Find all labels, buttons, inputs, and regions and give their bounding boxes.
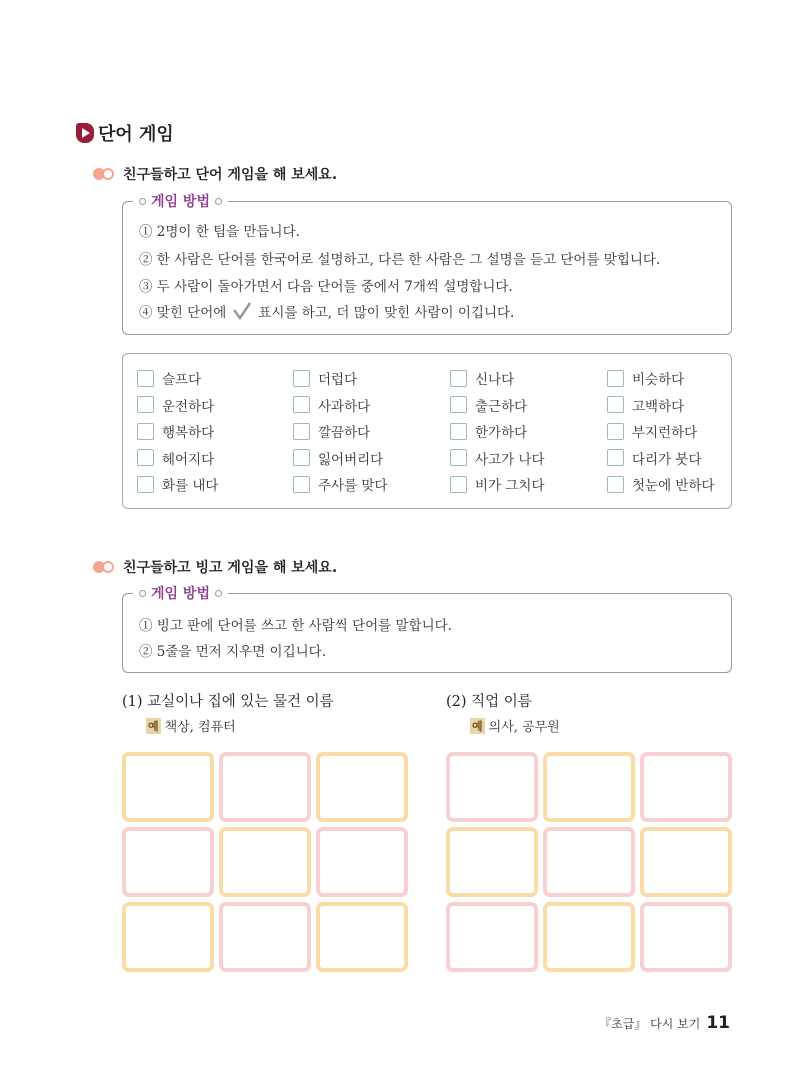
checkbox[interactable] (450, 449, 467, 466)
example-tag: 예 (472, 719, 483, 733)
checkbox[interactable] (293, 423, 310, 440)
checkbox[interactable] (293, 370, 310, 387)
bingo-cell[interactable] (543, 752, 635, 822)
step-1: ① 2명이 한 팀을 만듭니다. (139, 224, 300, 240)
checkbox[interactable] (137, 370, 154, 387)
page-footer (599, 1013, 730, 1033)
word-checkbox-item[interactable] (293, 474, 388, 494)
checkbox[interactable] (450, 370, 467, 387)
word-label: 부지런하다 (632, 425, 698, 441)
step-2: ② 한 사람은 단어를 한국어로 설명하고, 다른 한 사람은 그 설명을 듣고 단어를 맞힙니다. (139, 252, 661, 268)
word-checkbox-item[interactable] (607, 448, 702, 468)
word-checkbox-item[interactable] (450, 421, 527, 441)
checkbox[interactable] (607, 423, 624, 440)
bingo-cell[interactable] (219, 827, 311, 897)
word-checkbox-item[interactable] (137, 421, 214, 441)
word-label: 고백하다 (632, 398, 685, 415)
bingo-cell[interactable] (640, 902, 732, 972)
bingo-cell[interactable] (543, 902, 635, 972)
bingo-cell[interactable] (122, 752, 214, 822)
checkbox[interactable] (137, 449, 154, 466)
step-2: ② 5줄을 먼저 지우면 이깁니다. (139, 644, 326, 660)
word-label: 슬프다 (162, 372, 202, 388)
checkbox[interactable] (293, 396, 310, 413)
word-label: 주사를 맞다 (318, 478, 388, 494)
bingo-cell[interactable] (316, 902, 408, 972)
word-list-box (122, 353, 732, 509)
bullet-dots-icon (93, 561, 115, 573)
checkmark-icon (232, 302, 252, 320)
board1-title: (1) 교실이나 집에 있는 물건 이름 (122, 694, 334, 710)
checkbox[interactable] (607, 476, 624, 493)
word-label: 헤어지다 (162, 451, 215, 468)
word-label: 깔끔하다 (318, 425, 371, 441)
bingo-cell[interactable] (640, 827, 732, 897)
checkbox[interactable] (607, 396, 624, 413)
word-checkbox-item[interactable] (450, 448, 545, 468)
method-label: 게임 방법 (133, 583, 228, 603)
bingo-cell[interactable] (446, 902, 538, 972)
play-icon (76, 123, 94, 143)
word-checkbox-item[interactable] (293, 448, 383, 468)
bingo-cell[interactable] (316, 752, 408, 822)
word-checkbox-item[interactable] (293, 421, 370, 441)
part1-instruction (93, 164, 337, 184)
word-label: 더럽다 (318, 372, 358, 388)
word-label: 한가하다 (475, 425, 528, 441)
word-checkbox-item[interactable] (137, 395, 214, 415)
bingo-cell[interactable] (543, 827, 635, 897)
bingo-cell[interactable] (122, 827, 214, 897)
instruction-text: 친구들하고 단어 게임을 해 보세요. (123, 167, 338, 183)
part2-instruction (93, 557, 337, 577)
board2-example: 예 의사, 공무원 (472, 719, 560, 735)
word-label: 잃어버리다 (318, 451, 384, 468)
part1-method-box (122, 194, 732, 335)
bingo-cell[interactable] (446, 827, 538, 897)
checkbox[interactable] (293, 476, 310, 493)
step-4: ④ 맞힌 단어에 표시를 하고, 더 많이 맞힌 사람이 이깁니다. (139, 301, 514, 321)
word-checkbox-item[interactable] (607, 395, 684, 415)
bingo-cell[interactable] (122, 902, 214, 972)
word-label: 비가 그치다 (475, 478, 545, 494)
bingo-cell[interactable] (640, 752, 732, 822)
bingo-cell[interactable] (446, 752, 538, 822)
word-checkbox-item[interactable] (607, 421, 697, 441)
word-label: 사고가 나다 (475, 451, 545, 468)
word-checkbox-item[interactable] (137, 474, 218, 494)
word-label: 비슷하다 (632, 372, 685, 388)
word-label: 행복하다 (162, 425, 215, 441)
section-title (76, 120, 174, 146)
word-label: 사과하다 (318, 398, 371, 415)
word-checkbox-item[interactable] (293, 395, 370, 415)
word-checkbox-item[interactable] (137, 448, 214, 468)
step-1: ① 빙고 판에 단어를 쓰고 한 사람씩 단어를 말합니다. (139, 618, 452, 634)
part2-method-box (122, 586, 732, 673)
word-checkbox-item[interactable] (450, 395, 527, 415)
checkbox[interactable] (137, 423, 154, 440)
example-tag: 예 (148, 719, 159, 733)
word-label: 신나다 (475, 372, 515, 388)
board1-example: 예 책상, 컴퓨터 (148, 719, 236, 735)
bullet-dots-icon (93, 168, 115, 180)
checkbox[interactable] (137, 396, 154, 413)
checkbox[interactable] (450, 396, 467, 413)
bingo-cell[interactable] (219, 902, 311, 972)
board2-title: (2) 직업 이름 (446, 694, 532, 710)
word-checkbox-item[interactable] (450, 368, 514, 388)
word-checkbox-item[interactable] (137, 368, 201, 388)
word-label: 화를 내다 (162, 478, 219, 494)
word-checkbox-item[interactable] (607, 474, 715, 494)
checkbox[interactable] (450, 423, 467, 440)
checkbox[interactable] (450, 476, 467, 493)
word-label: 운전하다 (162, 398, 215, 415)
bingo-cell[interactable] (219, 752, 311, 822)
word-checkbox-item[interactable] (293, 368, 357, 388)
step-3: ③ 두 사람이 돌아가면서 다음 단어들 중에서 7개씩 설명합니다. (139, 279, 513, 295)
word-checkbox-item[interactable] (607, 368, 684, 388)
word-label: 첫눈에 반하다 (632, 478, 715, 494)
checkbox[interactable] (137, 476, 154, 493)
method-label: 게임 방법 (133, 191, 228, 211)
checkbox[interactable] (607, 449, 624, 466)
instruction-text: 친구들하고 빙고 게임을 해 보세요. (123, 560, 338, 576)
checkbox[interactable] (293, 449, 310, 466)
checkbox[interactable] (607, 370, 624, 387)
word-label: 출근하다 (475, 398, 528, 415)
word-checkbox-item[interactable] (450, 474, 545, 494)
section-title-text: 단어 게임 (98, 124, 174, 145)
page-number: 11 (706, 1013, 730, 1033)
book-title: 『초급』 다시 보기 (599, 1017, 701, 1031)
word-label: 다리가 붓다 (632, 451, 702, 468)
bingo-cell[interactable] (316, 827, 408, 897)
